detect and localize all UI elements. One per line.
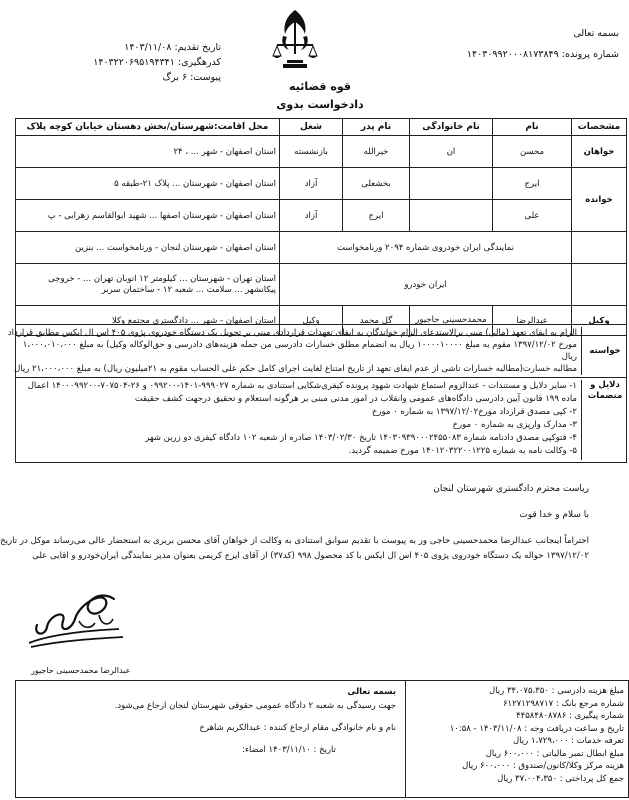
claim-line: الزام به ایفای تعهد (مالی) مبنی برالاستدعای الزام خواندگان به ایفای تعهدات قراردادی مبنی بر تحویل یک دستگاه خودروی پژوی ۴۰۵ اس ال ایکس مطابق قرارداد	[7, 328, 577, 338]
fees-and-referral-box	[15, 680, 629, 798]
box-divider	[405, 681, 406, 797]
table-row	[16, 232, 627, 264]
party-job: بازنشسته	[280, 136, 343, 168]
party-job: وکیل	[280, 306, 343, 336]
party-job: آزاد	[280, 168, 343, 200]
table-row	[16, 168, 627, 200]
party-role	[572, 232, 627, 264]
table-row	[16, 136, 627, 168]
letter-body-line: احتراماً اینجانب عبدالرضا محمدحسینی حاجی ور به پیوست با تقدیم سوابق استنادی به وکالت از خواهان آقای محسن بربری به استحضار عالی می‌رساند موکل در تاریخ	[0, 536, 589, 546]
referral-bismillah: بسمه تعالی	[347, 687, 396, 697]
fee-item: تاریخ و ساعت دریافت وجه : ۱۴۰۳/۱۱/۰۸ - ۱۰:۵۸	[449, 723, 624, 734]
evidence-item: ماده ۱۹۹ قانون آیین دادرسی دادگاه‌های عمومی وانقلاب در امور مدنی مبنی بر هرگونه استعلام و تحقیق درجهت کشف حقیقت	[134, 394, 577, 404]
fee-item: جمع کل پرداختی : ۳۷،۰۰۴،۳۵۰ ریال	[497, 773, 624, 784]
party-address: استان اصفهان - شهر ... دادگستری مجتمع وکلا	[16, 306, 280, 336]
judiciary-emblem-icon	[273, 8, 317, 70]
party-address: استان اصفهان - شهر ... ، ۲۴	[16, 136, 280, 168]
referral-text: جهت رسیدگی به شعبه ۲ دادگاه عمومی حقوقی شهرستان لنجان ارجاع می‌شود.	[114, 701, 396, 711]
header-right	[467, 26, 619, 62]
party-father: ایرج	[343, 200, 410, 232]
party-name: عبدالرضا	[493, 306, 572, 336]
col-header: محل اقامت:شهرستان/بخش دهستان خیابان کوچه پلاک	[16, 119, 280, 136]
evidence-item: ۵- وکالت نامه به شماره ۱۴۰۱۲۰۳۲۲۰۰۱۲۲۵ مورخ ضمیمه گردید.	[348, 446, 577, 456]
evidence-item: ۲- کپی مصدق قرارداد مورخ۱۳۹۷/۱۲/۰۲ به شماره ۰ مورخ	[371, 407, 577, 417]
fees-list	[412, 685, 624, 785]
col-header: نام خانوادگی	[410, 119, 493, 136]
party-role: خوانده	[572, 168, 627, 232]
party-family	[410, 168, 493, 200]
evidence-item: ۳- مدارک وارپزی به شماره ۰ مورخ	[452, 420, 577, 430]
claim-body	[7, 327, 582, 375]
party-address: استان تهران - شهرستان ... کیلومتر ۱۲ اتوبان تهران ... - خروجی پیکانشهر ... سلامت ... شعبه ۱۲ - ساختمان سربر	[16, 264, 280, 306]
party-role: خواهان	[572, 136, 627, 168]
party-address: استان اصفهان - شهرستان اصفها ... شهید ابوالقاسم زهرایی - پ	[16, 200, 280, 232]
party-name: علی	[493, 200, 572, 232]
party-job: آزاد	[280, 200, 343, 232]
party-family: ان	[410, 136, 493, 168]
evidence-section	[15, 377, 627, 463]
referral-officer: نام و نام خانوادگی مقام ارجاع کننده : عبدالکریم شاهرخ	[199, 723, 396, 733]
claim-section	[7, 324, 627, 378]
party-father: بخشعلی	[343, 168, 410, 200]
party-father: گل محمد	[343, 306, 410, 336]
form-title: دادخواست بدوی	[276, 98, 364, 111]
party-address: استان اصفهان - شهرستان ... پلاک ۲۱-طبقه ۵	[16, 168, 280, 200]
parties-table	[15, 118, 627, 336]
fee-item: مبلغ هزینه دادرسی : ۳۴،۰۷۵،۳۵۰ ریال	[489, 686, 624, 696]
party-name: ایران خودرو	[280, 264, 572, 306]
table-row	[16, 200, 627, 232]
signer-name: عبدالرضا محمدحسینی حاجیور	[31, 666, 131, 675]
evidence-item: ۴- فتوکپی مصدق دادنامه شماره ۱۴۰۳۰۹۳۹۰۰۰۲۴۵۵۰۸۳ تاریخ ۱۴۰۳/۰۲/۳۰ صادره از شعبه ۱۰۲ دادگاه کیفری دو زرین شهر	[145, 433, 577, 443]
col-header: نام	[493, 119, 572, 136]
case-number: شماره پرونده: ۱۴۰۳۰۹۹۲۰۰۰۸۱۷۳۸۴۹	[466, 49, 619, 60]
fee-item: شماره مرجع بانک : ۶۱۲۷۱۲۹۸۷۱۷	[502, 698, 624, 709]
evidence-body	[20, 380, 582, 460]
claim-label: خواسته	[589, 346, 621, 356]
referral-date: تاریخ : ۱۴۰۳/۱۱/۱۰ امضاء:	[242, 745, 336, 755]
party-family	[410, 200, 493, 232]
bismillah-text: بسمه تعالی	[573, 28, 619, 39]
letter-greeting: با سلام و خدا قوت	[519, 510, 589, 520]
claim-line: ریال	[561, 352, 577, 362]
evidence-label: دلایل و منضمات	[587, 380, 623, 401]
attachment-count: پیوست: ۶ برگ	[162, 72, 221, 83]
judiciary-title: قوه قضائیه	[289, 80, 351, 93]
party-name: ایرج	[493, 168, 572, 200]
fee-item: مبلغ ابطال تمبر مالیاتی : ۶۰۰،۰۰۰ ریال	[485, 748, 624, 759]
col-header: مشخصات	[572, 119, 627, 136]
col-header: نام پدر	[343, 119, 410, 136]
tracking-code: کدرهگیری: ۱۴۰۳۲۲۰۶۹۵۱۹۴۳۴۱	[93, 57, 221, 68]
table-row	[16, 264, 627, 306]
letter-body-line: ۱۳۹۷/۱۲/۰۲ حواله یک دستگاه خودروی پژوی ۴۰۵ اس ال ایکس با کد محصول ۹۹۸ (کد۳۷) از آقای ایرج کریمی بعنوان مدیر نمایندگی ایران‌خودرو و اقایی علی	[32, 551, 589, 561]
fee-item: تعرفه خدمات : ۱،۷۲۹،۰۰۰ ریال	[512, 736, 624, 746]
col-header: شغل	[280, 119, 343, 136]
header-left	[71, 40, 221, 85]
submit-date: تاریخ تقدیم: ۱۴۰۳/۱۱/۰۸	[124, 42, 221, 53]
party-name: نمایندگی ایران خودروی شماره ۲۰۹۴ ورنامخواست	[280, 232, 572, 264]
letter-addressee: ریاست محترم دادگستری شهرستان لنجان	[433, 484, 589, 494]
fee-item: هزینه مرکز وکلا/کانون/صندوق : ۶۰۰،۰۰۰ ریال	[462, 761, 624, 771]
evidence-item: ۱- سایر دلایل و مستندات - عندالزوم استماع شهادت شهود پرونده کیفری‌شکایی استنادی به شماره ۹۹۹۰۲۷-۱۴۰۱-۰۹۹۲۰۰ و ۲۶-۷۰۷۵۰۴-۱۴۰۰۰۹۹۲۰۰ اعمال	[27, 381, 577, 391]
party-role	[572, 264, 627, 306]
claim-line: مورخ ۱۳۹۷/۱۲/۰۲ مقوم به مبلغ ۱۰۰۰۰۱۰۰۰۰ ریال به انضمام مطلق خسارات دادرسی من جمله هزینه‌های دادرسی و حق‌الوکاله وکیل) به مبلغ ۱،۰۰۰،۰۱۰،۰۰۰	[22, 340, 577, 350]
referral-block	[24, 685, 396, 757]
parties-header-row	[16, 119, 627, 136]
handwritten-signature	[19, 585, 129, 655]
party-father: خیرالله	[343, 136, 410, 168]
party-role: وکیل	[572, 306, 627, 336]
party-name: محسن	[493, 136, 572, 168]
claim-line: مطالبه خسارت(مطالبه خسارات ناشی از عدم ایفای تعهد از تاریخ امتناع لغایت اجرای کامل حکم علی الحساب مقوم به ۲۱میلیون ریال) به مبلغ ۲۱،۰۰۰،۰۰۰ ریال	[14, 364, 577, 374]
party-family: محمدحسینی حاجیور	[410, 306, 493, 336]
party-address: استان اصفهان - شهرستان لنجان - ورنامخواست ... بنزین	[16, 232, 280, 264]
fee-item: شماره پیگیری : ۴۴۵۸۴۸۰۸۷۸۶	[516, 711, 624, 721]
